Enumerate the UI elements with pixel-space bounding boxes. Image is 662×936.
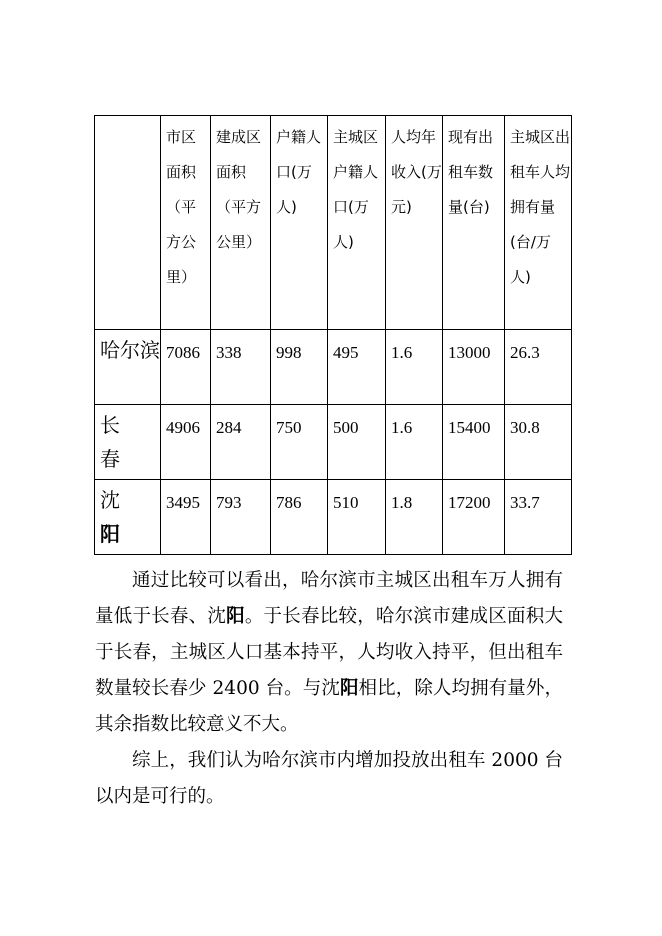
table-row [95, 330, 572, 405]
main-population-cell: 510 [328, 480, 386, 555]
taxi-count-cell: 17200 [443, 480, 505, 555]
analysis-bold-text: 阳 [226, 606, 245, 627]
header-taxi-count: 现有出租车数量(台) [443, 116, 505, 330]
city-name-cell [95, 405, 161, 480]
header-registered-population: 户籍人口(万人) [271, 116, 328, 330]
city-name-part: 滨 [140, 338, 160, 362]
analysis-text-part: 。于长春比较，哈尔滨市建成区面积大于长春，主城区人口基本持平，人均收入持平，但出租车数量较长春少 2400 台。与沈 [95, 606, 563, 699]
built-area-cell: 338 [211, 330, 271, 405]
city-name-part: 春 [100, 447, 120, 471]
analysis-text-part: 相比，除人均拥有量外，其余指数比较意义不大。 [95, 678, 563, 735]
urban-area-cell: 3495 [161, 480, 211, 555]
taxi-per-capita-cell: 33.7 [505, 480, 572, 555]
urban-area-cell: 7086 [161, 330, 211, 405]
registered-population-cell: 786 [271, 480, 328, 555]
built-area-cell: 284 [211, 405, 271, 480]
city-name-part: 沈 [100, 488, 120, 512]
header-empty-cell [95, 116, 161, 330]
taxi-per-capita-cell: 26.3 [505, 330, 572, 405]
taxi-per-capita-cell: 30.8 [505, 405, 572, 480]
city-name-part: 阳 [100, 522, 120, 546]
comparison-table [94, 115, 572, 555]
taxi-count-cell: 15400 [443, 405, 505, 480]
city-name-part: 哈尔 [100, 338, 140, 362]
analysis-paragraph [95, 563, 563, 743]
registered-population-cell: 750 [271, 405, 328, 480]
header-per-capita-income: 人均年收入(万元) [386, 116, 443, 330]
analysis-bold-text: 阳 [339, 678, 359, 699]
income-cell: 1.8 [386, 480, 443, 555]
registered-population-cell: 998 [271, 330, 328, 405]
header-built-area: 建成区面积（平方公里） [211, 116, 271, 330]
header-urban-area: 市区面积（平方公里） [161, 116, 211, 330]
urban-area-cell: 4906 [161, 405, 211, 480]
income-cell: 1.6 [386, 405, 443, 480]
income-cell: 1.6 [386, 330, 443, 405]
city-name-part: 长 [100, 413, 120, 437]
main-population-cell: 495 [328, 330, 386, 405]
table-row [95, 405, 572, 480]
city-name-cell [95, 480, 161, 555]
conclusion-paragraph: 综上，我们认为哈尔滨市内增加投放出租车 2000 台以内是可行的。 [95, 750, 563, 807]
taxi-count-cell: 13000 [443, 330, 505, 405]
analysis-text-part: 通过比较可以看出，哈尔滨市主城区出租车万人拥有量低于长春、沈 [95, 570, 563, 627]
header-taxi-per-capita: 主城区出租车人均拥有量(台/万人) [505, 116, 572, 330]
main-population-cell: 500 [328, 405, 386, 480]
header-main-district-population: 主城区户籍人口(万人) [328, 116, 386, 330]
built-area-cell: 793 [211, 480, 271, 555]
table-header-row [95, 116, 572, 330]
table-row [95, 480, 572, 555]
city-name-cell [95, 330, 161, 405]
